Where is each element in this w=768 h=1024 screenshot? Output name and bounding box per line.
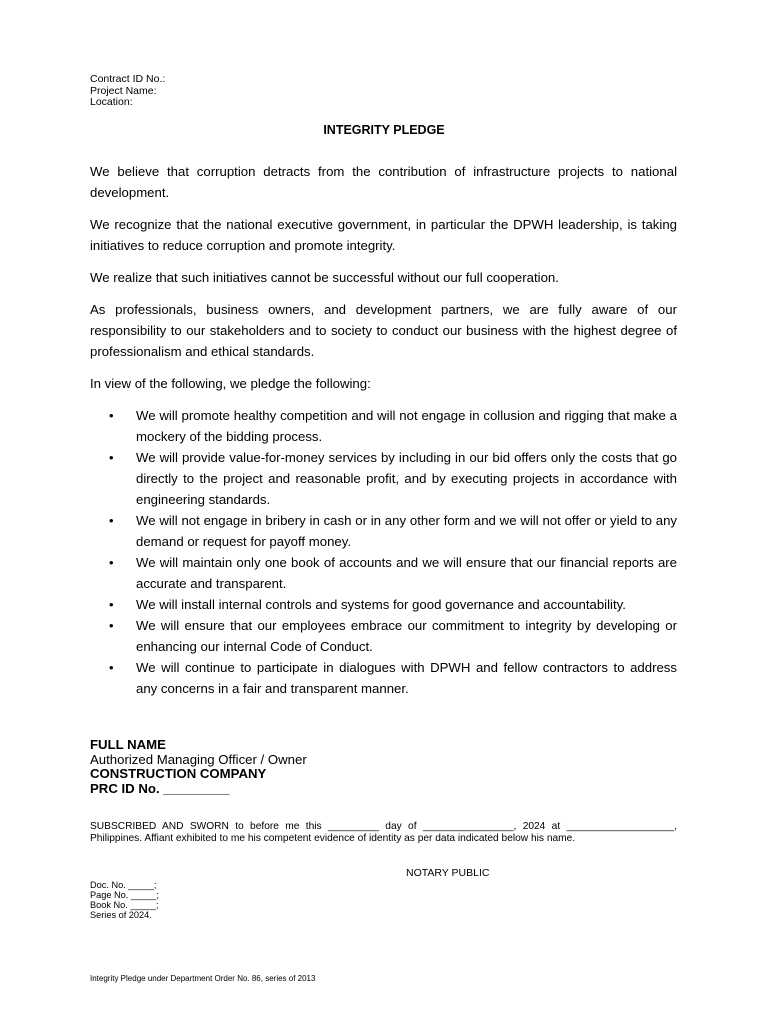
signatory-name: FULL NAME [90, 737, 166, 752]
pledge-body [90, 161, 677, 699]
page-footer: Integrity Pledge under Department Order No. 86, series of 2013 [90, 974, 316, 983]
paragraph-government: We recognize that the national executive government, in particular the DPWH leadership, is taking initiatives to reduce corruption and promote integrity. [90, 217, 677, 253]
bullet-icon: • [109, 660, 114, 675]
signatory-prc-id: PRC ID No. _________ [90, 780, 230, 796]
list-item [90, 657, 677, 699]
bullet-icon: • [109, 513, 114, 528]
pledge-text: We will continue to participate in dialogues with DPWH and fellow contractors to address any concerns in a fair and transparent manner. [136, 660, 677, 696]
paragraph-professionals: As professionals, business owners, and development partners, we are fully aware of our responsibility to our stakeholders and to society to conduct our business with the highest degree of professionalism and ethical standards. [90, 302, 677, 359]
paragraph-cooperation: We realize that such initiatives cannot be successful without our full cooperation. [90, 270, 559, 285]
pledge-text: We will ensure that our employees embrace our commitment to integrity by developing or enhancing our internal Code of Conduct. [136, 618, 677, 654]
signatory-company: CONSTRUCTION COMPANY [90, 766, 267, 781]
location-label: Location: [90, 96, 133, 108]
bullet-icon: • [109, 555, 114, 570]
pledge-text: We will not engage in bribery in cash or in any other form and we will not offer or yield to any demand or request for payoff money. [136, 513, 677, 549]
paragraph-intro-pledges: In view of the following, we pledge the following: [90, 376, 371, 391]
list-item [90, 510, 677, 552]
document-header [90, 74, 165, 109]
doc-no: Doc. No. _____; [90, 880, 157, 890]
pledge-text: We will provide value-for-money services by including in our bid offers only the costs that go directly to the project and reasonable profit, and by executing projects in accordance with engineering standards. [136, 450, 677, 507]
series: Series of 2024. [90, 910, 152, 920]
bullet-icon: • [109, 450, 114, 465]
jurat-statement: SUBSCRIBED AND SWORN to before me this _________ day of ________________, 2024 at ___________________, Philippines. Affiant exhibited to me his competent evidence of identity as per data indicated below his name. [90, 821, 677, 844]
pledge-list [90, 405, 677, 699]
list-item [90, 447, 677, 510]
bullet-icon: • [109, 618, 114, 633]
paragraph-corruption: We believe that corruption detracts from the contribution of infrastructure projects to national development. [90, 164, 677, 200]
bullet-icon: • [109, 408, 114, 423]
signature-block [90, 738, 307, 796]
page-title: INTEGRITY PLEDGE [323, 123, 445, 137]
pledge-text: We will install internal controls and systems for good governance and accountability. [136, 597, 626, 612]
list-item [90, 552, 677, 594]
pledge-text: We will maintain only one book of accounts and we will ensure that our financial reports are accurate and transparent. [136, 555, 677, 591]
project-name-label: Project Name: [90, 84, 157, 97]
list-item [90, 405, 677, 447]
page-no: Page No. _____; [90, 890, 159, 900]
list-item [90, 615, 677, 657]
list-item [90, 594, 677, 615]
book-no: Book No. _____; [90, 900, 159, 910]
notary-public-label: NOTARY PUBLIC [406, 867, 490, 879]
notarial-register [90, 880, 159, 920]
pledge-text: We will promote healthy competition and will not engage in collusion and rigging that make a mockery of the bidding process. [136, 408, 677, 444]
signatory-position: Authorized Managing Officer / Owner [90, 751, 307, 767]
contract-id-label: Contract ID No.: [90, 73, 166, 85]
bullet-icon: • [109, 597, 114, 612]
